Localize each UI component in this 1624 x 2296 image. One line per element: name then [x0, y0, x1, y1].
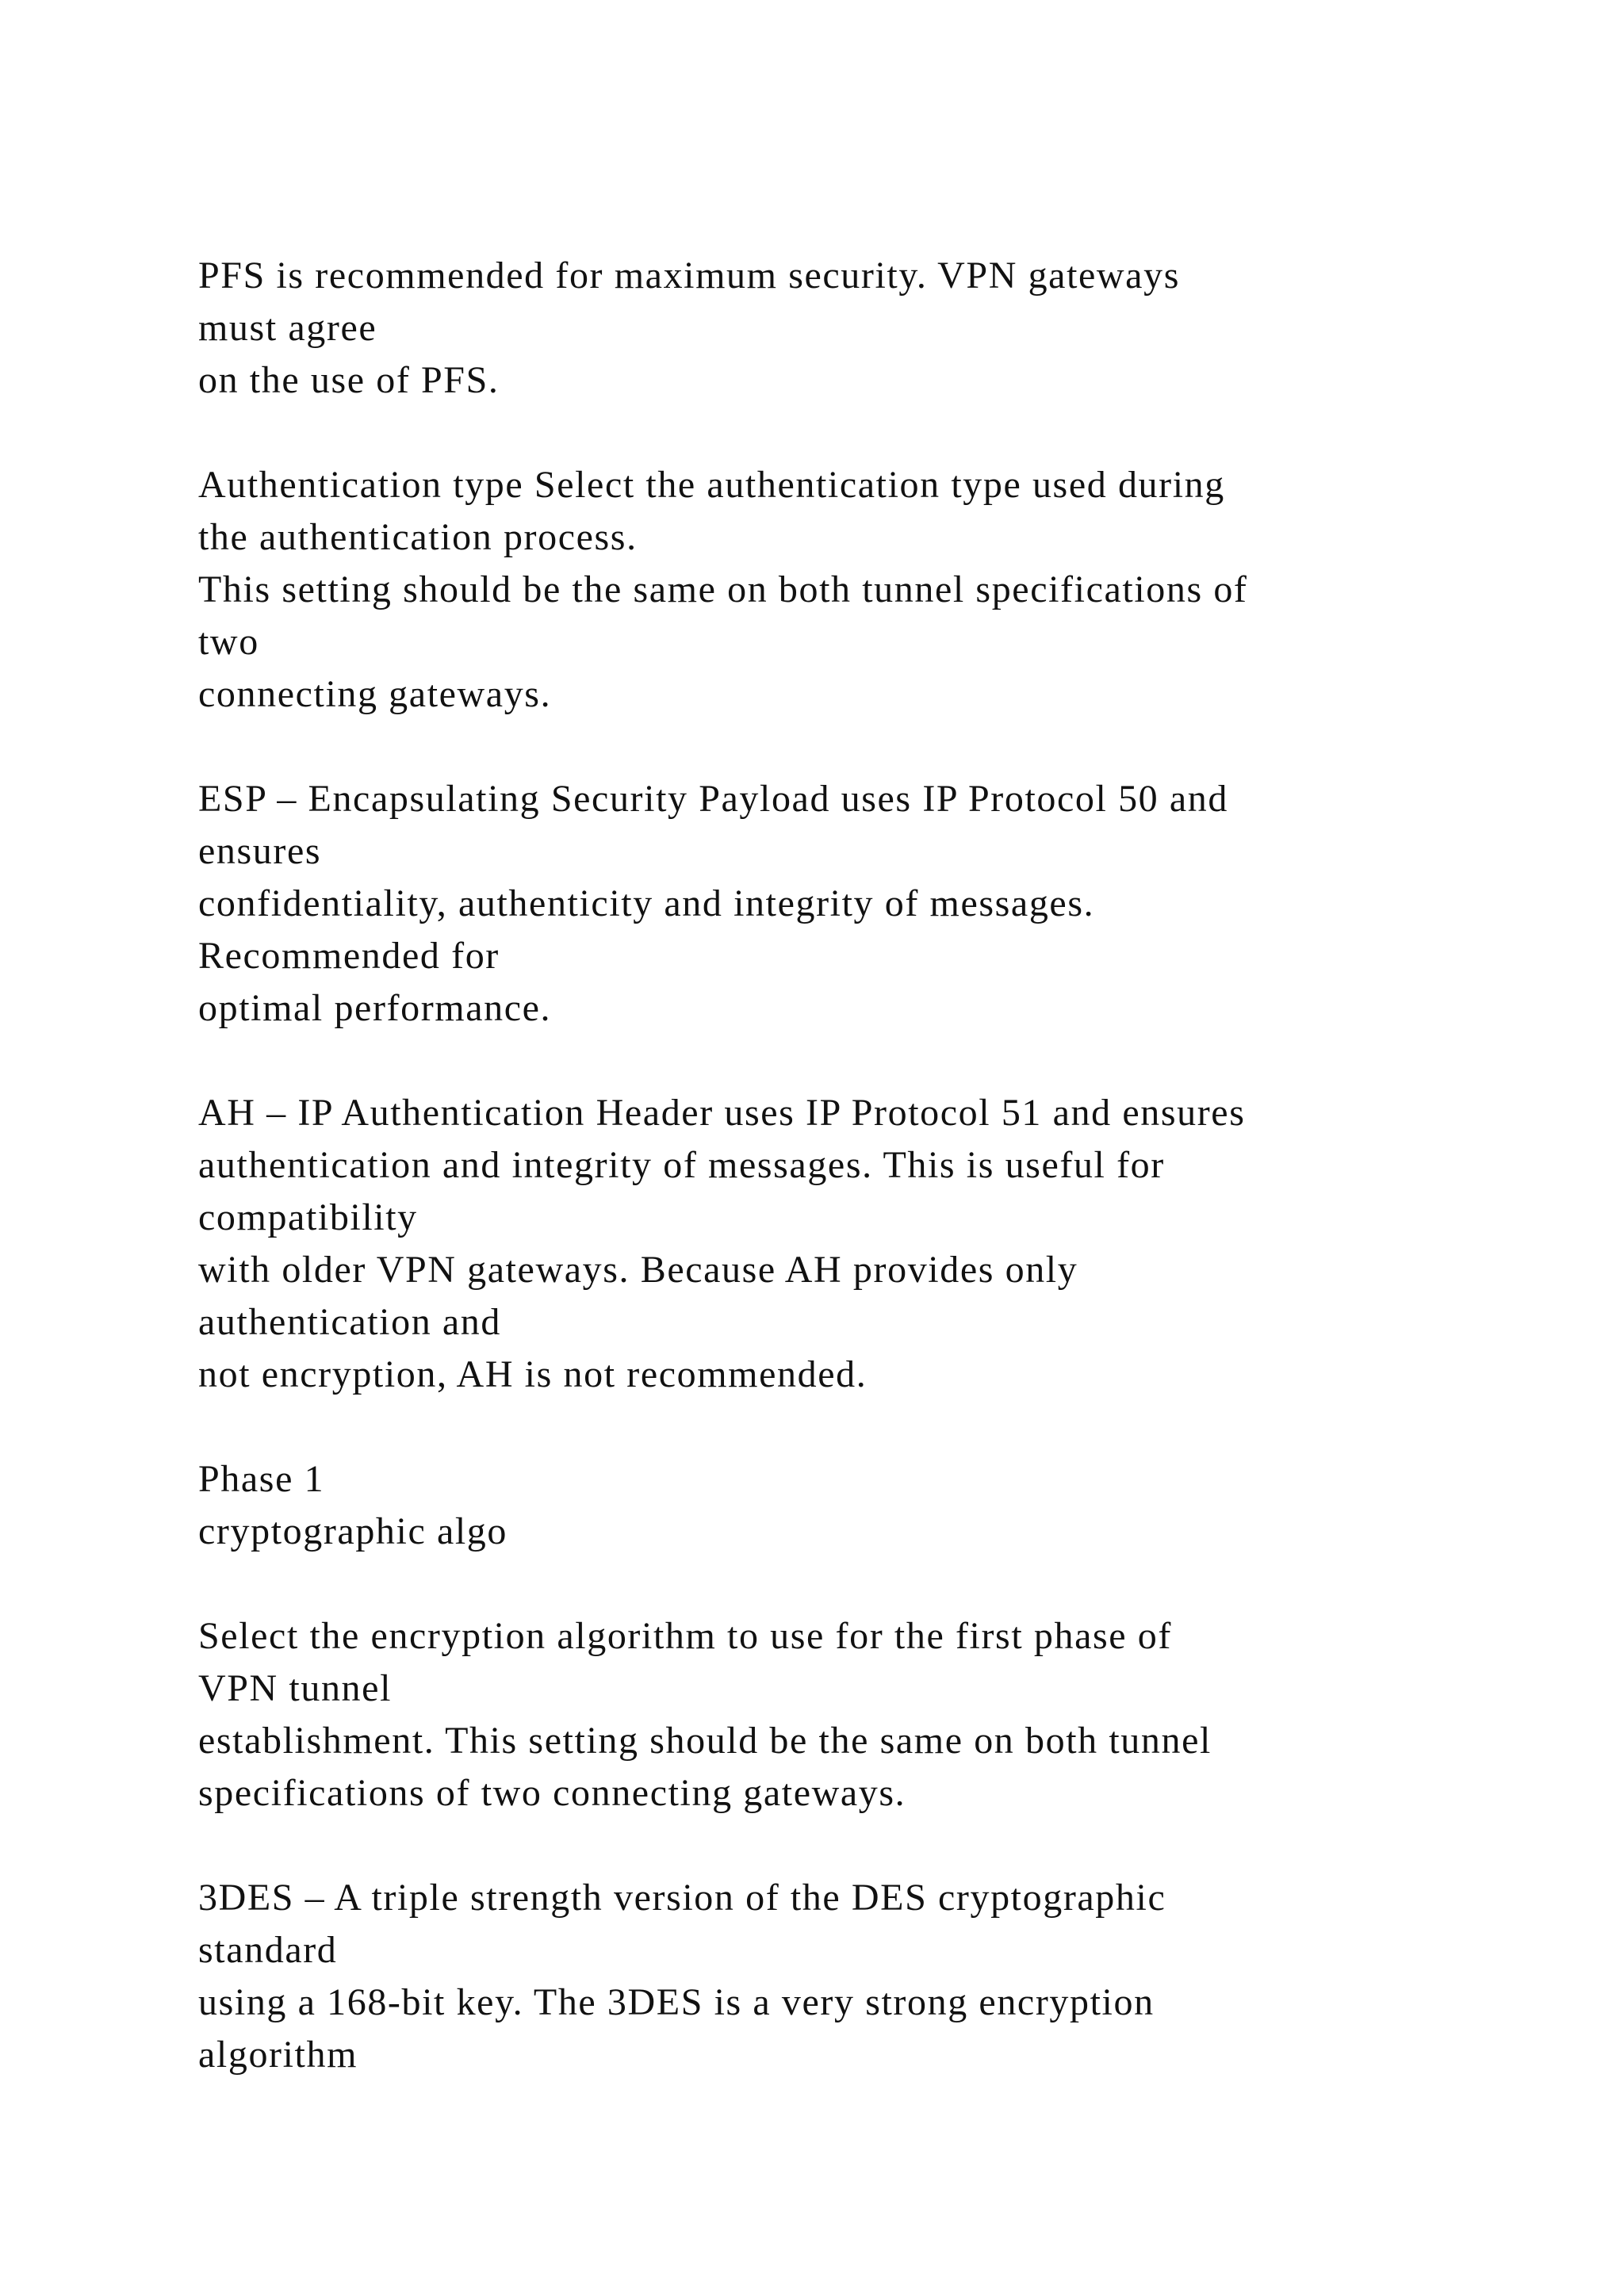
paragraph-gap — [198, 1401, 1546, 1453]
paragraph-gap — [198, 721, 1546, 773]
text-line: PFS is recommended for maximum security. VPN gateways — [198, 254, 1180, 297]
text-line: This setting should be the same on both tunnel specifications of — [198, 568, 1248, 610]
text-line: specifications of two connecting gateways. — [198, 1772, 906, 1814]
text-line: standard — [198, 1929, 338, 1971]
text-line: authentication and — [198, 1301, 502, 1343]
document-body — [198, 250, 1546, 2081]
text-line: compatibility — [198, 1196, 418, 1238]
paragraph-pfs — [198, 250, 1546, 407]
text-line: not encryption, AH is not recommended. — [198, 1353, 868, 1395]
paragraph-gap — [198, 1558, 1546, 1610]
paragraph-authentication-type — [198, 459, 1546, 721]
text-line: algorithm — [198, 2034, 358, 2076]
text-line: Phase 1 — [198, 1458, 325, 1500]
text-line: must agree — [198, 307, 377, 349]
text-line: Recommended for — [198, 935, 500, 977]
text-line: connecting gateways. — [198, 673, 552, 715]
text-line: authentication and integrity of messages. This is useful for — [198, 1144, 1165, 1186]
paragraph-gap — [198, 407, 1546, 459]
text-line: using a 168-bit key. The 3DES is a very strong encryption — [198, 1981, 1155, 2023]
text-line: two — [198, 621, 259, 663]
text-line: establishment. This setting should be the same on both tunnel — [198, 1720, 1212, 1762]
paragraph-encryption-algorithm — [198, 1610, 1546, 1820]
text-line: 3DES – A triple strength version of the DES cryptographic — [198, 1877, 1166, 1919]
text-line: VPN tunnel — [198, 1667, 392, 1709]
text-line: cryptographic algo — [198, 1510, 508, 1552]
text-line: ESP – Encapsulating Security Payload uses IP Protocol 50 and — [198, 778, 1228, 820]
text-line: the authentication process. — [198, 516, 638, 558]
text-line: with older VPN gateways. Because AH provides only — [198, 1249, 1078, 1291]
text-line: confidentiality, authenticity and integrity of messages. — [198, 882, 1095, 924]
paragraph-gap — [198, 1035, 1546, 1087]
text-line: ensures — [198, 830, 322, 872]
text-line: on the use of PFS. — [198, 359, 500, 401]
text-line: optimal performance. — [198, 987, 552, 1029]
paragraph-3des — [198, 1872, 1546, 2081]
paragraph-phase-1 — [198, 1453, 1546, 1558]
text-line: AH – IP Authentication Header uses IP Protocol 51 and ensures — [198, 1092, 1246, 1134]
paragraph-esp — [198, 773, 1546, 1035]
paragraph-gap — [198, 1820, 1546, 1872]
text-line: Authentication type Select the authentication type used during — [198, 464, 1225, 506]
paragraph-ah — [198, 1087, 1546, 1401]
text-line: Select the encryption algorithm to use for the first phase of — [198, 1615, 1172, 1657]
